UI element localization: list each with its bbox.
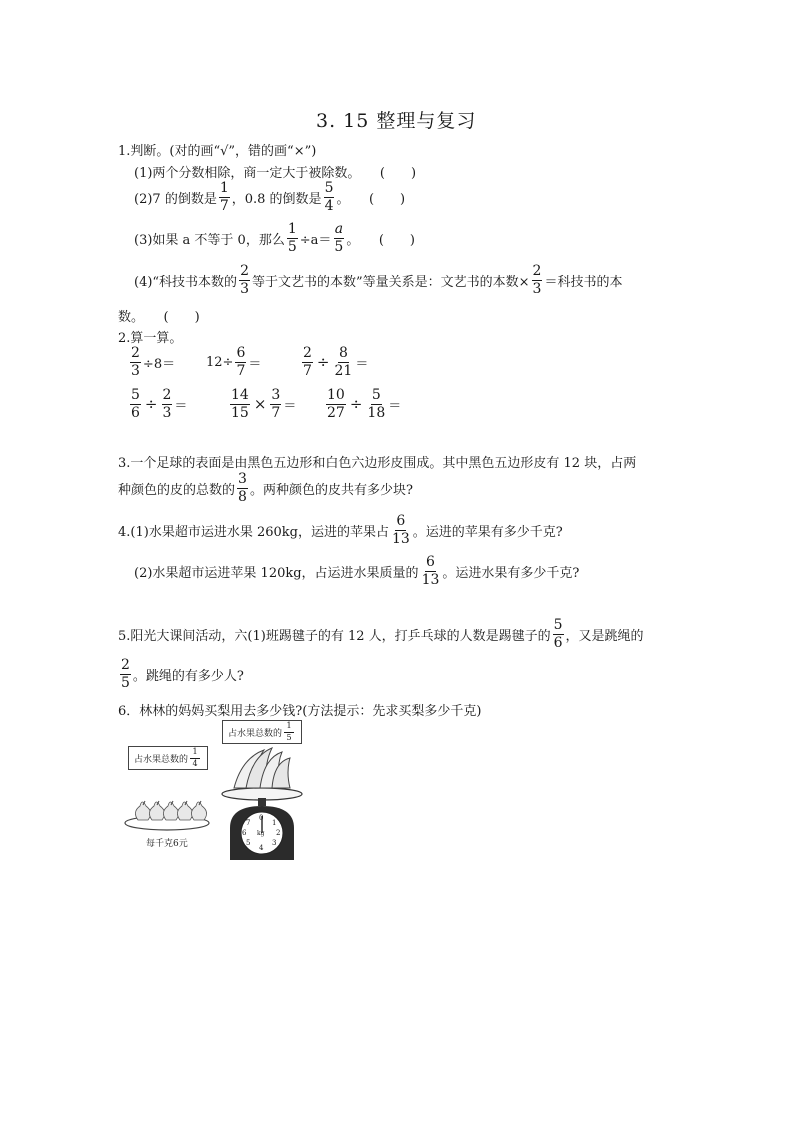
denominator: 4 [324, 197, 334, 214]
equals: ＝ [174, 398, 188, 414]
denominator: 7 [303, 362, 312, 379]
fraction [334, 346, 354, 378]
pear-icon [135, 801, 150, 820]
denominator: 13 [391, 530, 410, 547]
numerator: 1 [190, 748, 200, 758]
page-title: 3. 15 整理与复习 [316, 110, 477, 132]
fraction [421, 555, 441, 587]
q4-1-text-a: 4.(1)水果超市运进水果 260kg，运进的苹果占 [118, 524, 389, 540]
denominator: 6 [553, 634, 563, 651]
operator: × [253, 395, 267, 414]
denominator: 4 [192, 758, 198, 768]
numerator: 10 [327, 387, 345, 403]
dial-1: 1 [272, 819, 277, 827]
denominator: 7 [219, 197, 229, 214]
fraction [162, 388, 173, 420]
denominator: 5 [121, 674, 130, 691]
calc-r1-1 [128, 346, 175, 378]
price-label: 每千克6元 [146, 839, 188, 849]
fraction [366, 388, 386, 420]
numerator: 6 [236, 345, 246, 361]
q4-part-2 [134, 555, 579, 587]
denominator: 5 [286, 732, 292, 742]
denominator: 7 [271, 404, 281, 421]
fraction [532, 264, 543, 296]
fraction [326, 388, 346, 420]
denominator: 3 [532, 280, 542, 297]
q1-item-3 [134, 222, 415, 254]
numerator: 2 [121, 657, 130, 673]
pear-icon [191, 801, 206, 820]
q1-item-3-text-c: 。 ( ) [346, 232, 415, 248]
numerator: 2 [240, 263, 249, 279]
q4-part-1 [118, 514, 563, 546]
operator: ÷ [144, 395, 158, 414]
q1-item-2-text-b: ，0.8 的倒数是 [231, 191, 322, 207]
scale-unit: kg [257, 830, 265, 837]
calc-r1-2 [206, 346, 261, 378]
dial-0: 0 [259, 814, 264, 822]
fraction [130, 388, 141, 420]
q5-text-a: 5.阳光大课间活动，六(1)班踢毽子的有 12 人，打乒乓球的人数是踢毽子的 [118, 628, 551, 644]
fraction [302, 346, 313, 378]
fraction [270, 388, 281, 420]
numerator: 5 [324, 180, 334, 196]
operator: ÷ [349, 395, 363, 414]
pear-icon [149, 801, 164, 820]
fraction [235, 346, 246, 378]
q1-item-4-continued: 数。 ( ) [118, 310, 200, 325]
numerator: 2 [303, 345, 312, 361]
q1-item-4-text-b: 等于文艺书的本数”等量关系是：文艺书的本数× [251, 274, 530, 290]
calc-r1-3 [300, 346, 368, 378]
dial-5: 5 [246, 839, 251, 847]
numerator: 3 [271, 387, 281, 403]
numerator: 2 [532, 263, 542, 279]
equals: ＝ [283, 398, 297, 414]
denominator: 3 [240, 280, 249, 297]
calc-r2-2 [228, 388, 296, 420]
q4-2-text-b: 。运进水果有多少千克? [442, 565, 580, 581]
q2-header: 2.算一算。 [118, 331, 183, 346]
operator: ＝ [248, 356, 262, 372]
calc-r2-3 [324, 388, 401, 420]
q3-line-1: 3.一个足球的表面是由黑色五边形和白色六边形皮围成。其中黑色五边形皮有 12 块，占两 [118, 456, 637, 471]
q1-item-4-text-c: ＝科技书的本 [544, 274, 623, 290]
numerator: 2 [131, 345, 140, 361]
numerator: a [334, 221, 344, 237]
numerator: 5 [553, 617, 563, 633]
q1-item-4 [134, 264, 622, 296]
dial-7: 7 [246, 819, 251, 827]
q5-text-c: 。跳绳的有多少人? [132, 668, 244, 684]
denominator: 18 [367, 404, 386, 421]
denominator: 8 [238, 488, 247, 505]
fraction [219, 181, 230, 213]
dial-6: 6 [242, 829, 247, 837]
denominator: 6 [131, 404, 140, 421]
fraction [230, 388, 250, 420]
q5-line-2 [118, 658, 244, 690]
numerator: 6 [396, 513, 406, 529]
denominator: 13 [421, 571, 440, 588]
q1-item-2-text-a: (2)7 的倒数是 [134, 191, 217, 207]
fraction [120, 658, 131, 690]
calc-r2-1 [128, 388, 187, 420]
fraction [287, 222, 298, 254]
numerator: 2 [162, 387, 172, 403]
denominator: 3 [131, 362, 140, 379]
q1-item-2 [134, 181, 405, 213]
equals: ＝ [355, 356, 369, 372]
dial-3: 3 [272, 839, 277, 847]
q4-2-text-a: (2)水果超市运进苹果 120kg，占运进水果质量的 [134, 565, 419, 581]
q1-item-2-text-c: 。 ( ) [336, 191, 406, 207]
dial-2: 2 [276, 829, 281, 837]
q1-item-3-text-a: (3)如果 a 不等于 0，那么 [134, 232, 285, 248]
denominator: 3 [162, 404, 172, 421]
pear-icon [163, 801, 178, 820]
denominator: 27 [327, 404, 345, 421]
q1-item-3-text-b: ÷a＝ [299, 232, 332, 248]
fraction [333, 222, 344, 254]
banana-icon [234, 748, 290, 788]
numerator: 1 [219, 180, 229, 196]
fraction [239, 264, 250, 296]
pear-plate [125, 801, 209, 830]
pear-icon [177, 801, 192, 820]
numerator: 1 [287, 221, 297, 237]
q5-text-b: ，又是跳绳的 [565, 628, 644, 644]
numerator: 3 [238, 471, 247, 487]
label-text: 占水果总数的 [227, 728, 282, 739]
q3-line-2 [118, 472, 413, 504]
denominator: 15 [231, 404, 249, 421]
fraction [391, 514, 411, 546]
q4-1-text-b: 。运进的苹果有多少千克? [412, 524, 563, 540]
numerator: 8 [338, 345, 348, 361]
q3-text-c: 。两种颜色的皮共有多少块? [249, 482, 413, 498]
numerator: 5 [131, 387, 140, 403]
fraction [324, 181, 335, 213]
fraction [553, 618, 564, 650]
fruit-illustration [122, 718, 312, 863]
label-text: 占水果总数的 [133, 754, 188, 765]
q1-item-4-text-a: (4)“科技书本数的 [134, 274, 238, 290]
equals: ＝ [388, 398, 402, 414]
operator: ÷8＝ [142, 356, 176, 372]
q3-text-b: 种颜色的皮的总数的 [118, 482, 236, 498]
q1-header: 1.判断。(对的画“√”，错的画“×”) [118, 144, 317, 159]
q1-item-1: (1)两个分数相除，商一定大于被除数。 ( ) [134, 166, 417, 181]
denominator: 5 [334, 238, 344, 255]
fraction [237, 472, 248, 504]
numerator: 5 [371, 387, 381, 403]
denominator: 7 [236, 362, 246, 379]
fraction [130, 346, 141, 378]
numerator: 1 [284, 722, 294, 732]
operand: 12÷ [206, 354, 234, 370]
numerator: 6 [426, 554, 435, 570]
denominator: 21 [334, 362, 353, 379]
denominator: 5 [287, 238, 297, 255]
operator: ÷ [316, 353, 330, 372]
dial-4: 4 [259, 844, 264, 852]
numerator: 14 [231, 387, 249, 403]
q6-text: 6．林林的妈妈买梨用去多少钱?(方法提示：先求买梨多少千克) [118, 704, 482, 719]
q5-line-1 [118, 618, 644, 650]
